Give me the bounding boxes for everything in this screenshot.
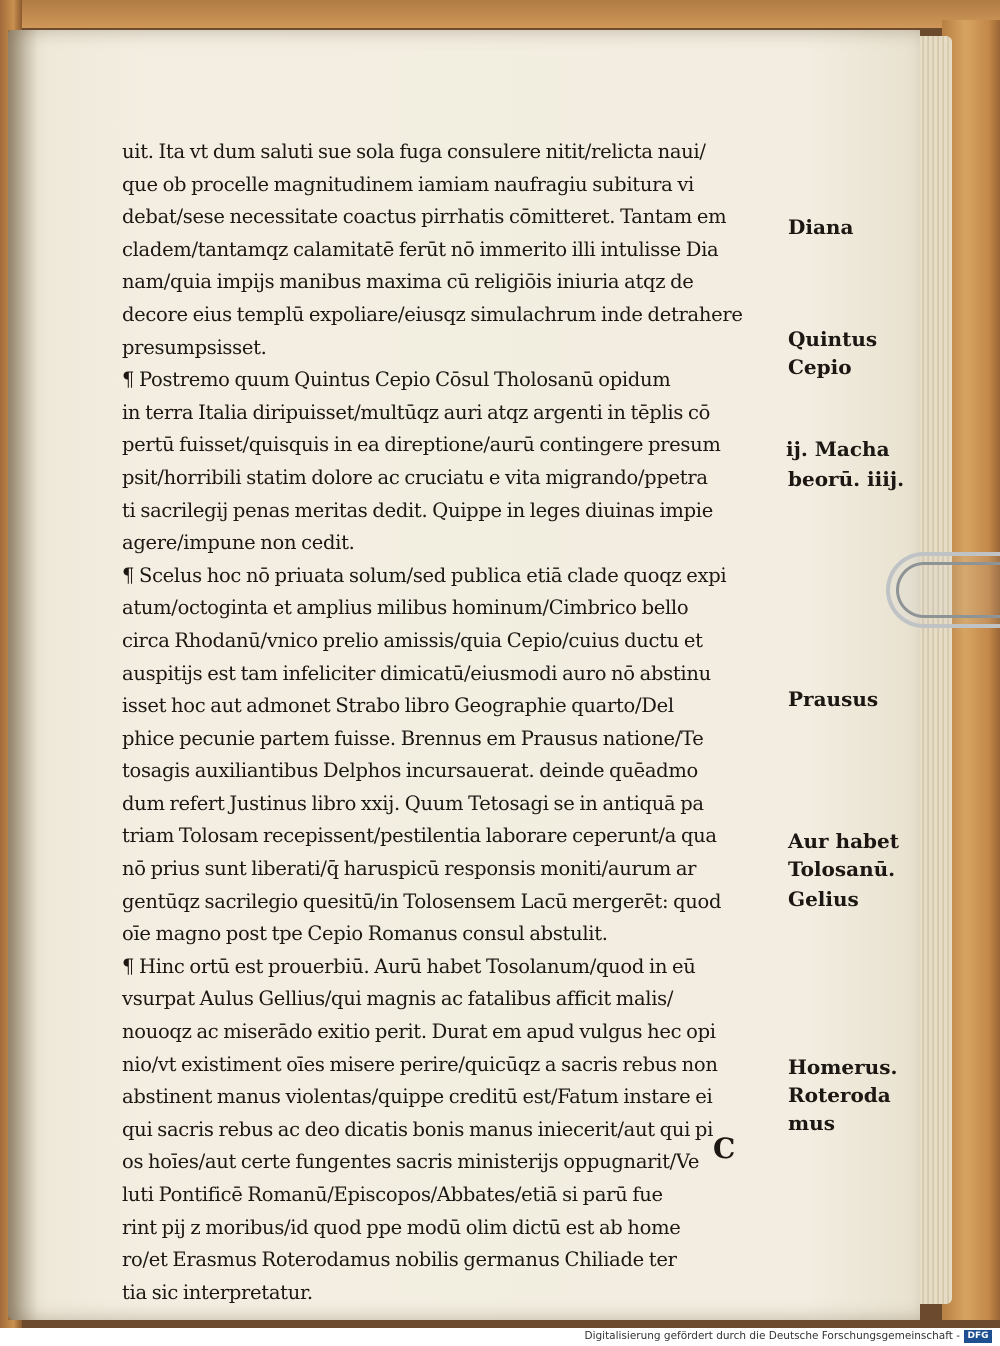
text-line: ro/et Erasmus Roterodamus nobilis germanus Chiliade ter — [122, 1248, 677, 1272]
text-line: debat/sese necessitate coactus pirrhatis cōmitteret. Tantam em — [122, 205, 727, 229]
text-line: gentūqz sacrilegio quesitū/in Tolosensem Lacū mergerēt: quod — [122, 889, 722, 913]
text-line: triam Tolosam recepissent/pestilentia laborare ceperunt/a qua — [122, 824, 717, 848]
text-line: atum/octoginta et amplius milibus hominum/Cimbrico bello — [122, 596, 689, 620]
text-line: psit/horribili statim dolore ac cruciatu e vita migrando/ppetra — [122, 465, 708, 489]
page-clip-inner — [896, 562, 1000, 618]
text-line: ¶ Hinc ortū est prouerbiū. Aurū habet Tosolanum/quod in eū — [122, 954, 696, 978]
margin-note-cepio: Cepio — [788, 355, 852, 379]
text-line: os hoīes/aut certe fungentes sacris ministerijs oppugnarit/Ve — [122, 1150, 700, 1174]
text-line: nouoqz ac miserādo exitio perit. Durat em apud vulgus hec opi — [122, 1020, 716, 1044]
text-line: tia sic interpretatur. — [122, 1280, 313, 1304]
margin-note-machab-1: ij. Macha — [786, 437, 890, 461]
margin-note-aur-2: Tolosanū. — [788, 857, 896, 881]
text-line: qui sacris rebus ac deo dicatis bonis manus iniecerit/aut qui pi — [122, 1117, 714, 1141]
text-line: in terra Italia diripuisset/multūqz auri atqz argenti in tēplis cō — [122, 400, 711, 424]
dfg-logo: DFG — [964, 1330, 992, 1343]
gutter-shadow — [8, 30, 38, 1320]
text-line: cladem/tantamqz calamitatē ferūt nō immerito illi intulisse Dia — [122, 237, 719, 261]
margin-note-mus: mus — [788, 1111, 835, 1135]
text-line: nam/quia impijs manibus maxima cū religiōis iniuria atqz de — [122, 270, 694, 294]
text-line: ¶ Postremo quum Quintus Cepio Cōsul Tholosanū opidum — [122, 368, 671, 392]
text-line: vsurpat Aulus Gellius/qui magnis ac fatalibus afficit malis/ — [122, 987, 674, 1011]
text-line: rint pij z moribus/id quod ppe modū olim dictū est ab home — [122, 1215, 681, 1239]
text-line: que ob procelle magnitudinem iamiam naufragiu subitura vi — [122, 172, 694, 196]
text-line: ¶ Scelus hoc nō priuata solum/sed publica etiā clade quoqz expi — [122, 563, 727, 587]
margin-note-machab-2: beorū. iiij. — [788, 467, 905, 491]
text-line: nō prius sunt liberati/q̄ haruspicū responsis moniti/aurum ar — [122, 857, 697, 881]
margin-note-homerus: Homerus. — [788, 1055, 898, 1079]
margin-note-roteroda: Roteroda — [788, 1083, 891, 1107]
text-line: circa Rhodanū/vnico prelio amissis/quia Cepio/cuius ductu et — [122, 628, 703, 652]
margin-note-quintus: Quintus — [788, 327, 878, 351]
text-line: agere/impune non cedit. — [122, 531, 355, 555]
text-line: uit. Ita vt dum saluti sue sola fuga consulere nitit/relicta naui/ — [122, 140, 706, 163]
text-line: abstinent manus violentas/quippe creditū est/Fatum instare ei — [122, 1085, 713, 1109]
text-line: presumpsisset. — [122, 335, 267, 359]
text-line: oīe magno post tpe Cepio Romanus consul abstulit. — [122, 922, 608, 946]
text-line: isset hoc aut admonet Strabo libro Geographie quarto/Del — [122, 694, 674, 718]
margin-note-prausus: Prausus — [788, 687, 879, 711]
text-line: pertū fuisset/quisquis in ea direptione/aurū contingere presum — [122, 433, 721, 457]
text-line: ti sacrilegij penas meritas dedit. Quippe in leges diuinas impie — [122, 498, 713, 522]
book-cover-top — [0, 0, 1000, 28]
margin-note-gelius: Gelius — [788, 887, 859, 911]
margin-note-aur-1: Aur habet — [788, 829, 900, 853]
text-line: dum refert Justinus libro xxij. Quum Tetosagi se in antiquā pa — [122, 791, 704, 815]
text-line: tosagis auxiliantibus Delphos incursauerat. deinde quēadmo — [122, 759, 698, 783]
signature-mark: C — [713, 1132, 736, 1165]
text-line: luti Pontificē Romanū/Episcopos/Abbates/etiā si parū fue — [122, 1183, 663, 1206]
text-line: nio/vt existiment oīes misere perire/quicūqz a sacris rebus non — [122, 1052, 718, 1076]
text-line: phice pecunie partem fuisse. Brennus em Prausus natione/Te — [122, 726, 704, 750]
text-line: decore eius templū expoliare/eiusqz simulachrum inde detrahere — [122, 302, 743, 326]
margin-note-diana: Diana — [788, 215, 854, 239]
text-line: auspitijs est tam infeliciter dimicatū/eiusmodi auro nō abstinu — [122, 661, 711, 685]
main-text-block — [122, 136, 790, 1309]
footer-bar — [0, 1328, 1000, 1346]
funding-credit: Digitalisierung gefördert durch die Deutsche Forschungsgemeinschaft - — [584, 1330, 960, 1342]
